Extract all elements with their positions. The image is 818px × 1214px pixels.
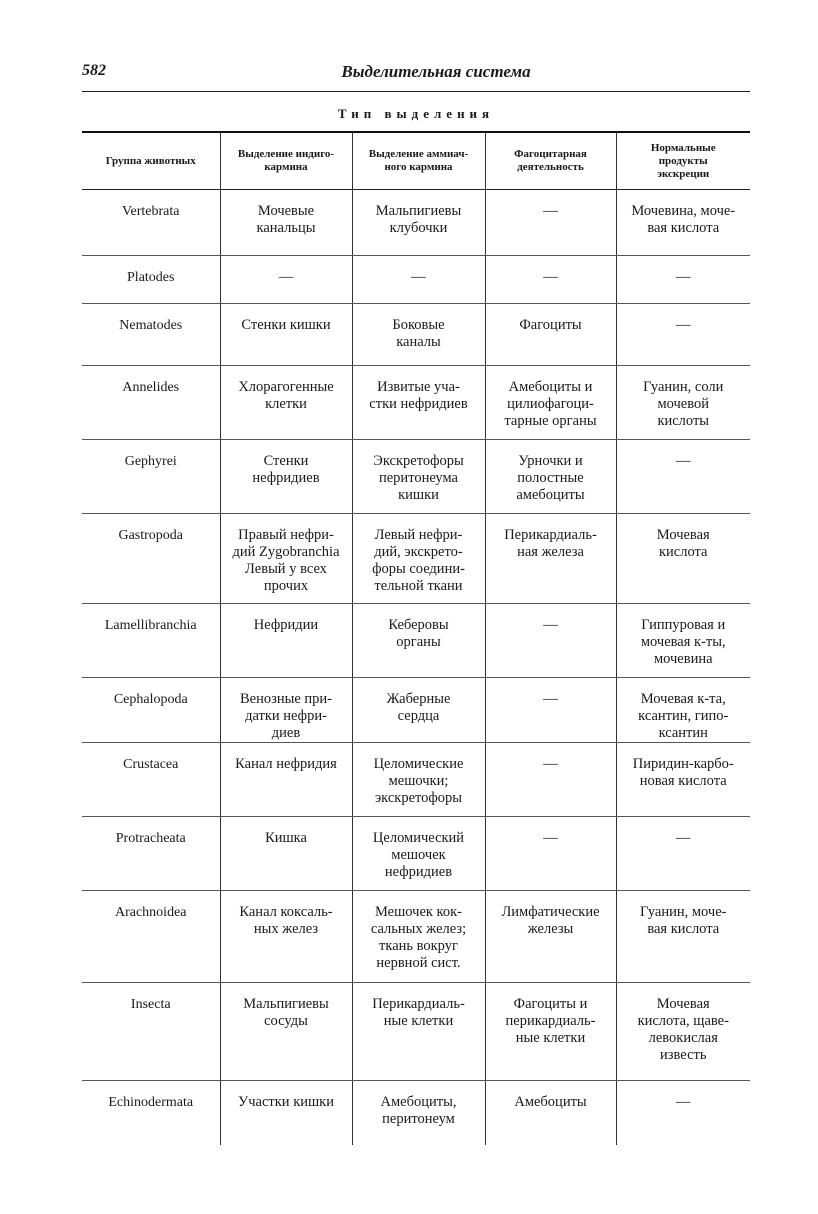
table-cell: Перикардиаль- ная железа (485, 514, 616, 604)
column-header: Выделение аммиач- ного кармина (352, 133, 485, 190)
table-cell: Кеберовы органы (352, 604, 485, 678)
table-cell: Целомический мешочек нефридиев (352, 817, 485, 891)
group-cell: Lamellibranchia (82, 604, 220, 678)
table-row (82, 817, 750, 891)
table-cell: Целомические мешочки; экскретофоры (352, 743, 485, 817)
table-cell: — (616, 304, 750, 366)
running-title: Выделительная система (341, 62, 531, 81)
header-row (82, 133, 750, 190)
table-cell: Мочевая кислота (616, 514, 750, 604)
table-cell: Перикардиаль- ные клетки (352, 983, 485, 1081)
table-cell: — (485, 604, 616, 678)
table-cell: — (485, 817, 616, 891)
table-row (82, 366, 750, 440)
table-cell: — (616, 1081, 750, 1145)
group-cell: Gephyrei (82, 440, 220, 514)
page-number: 582 (82, 62, 106, 79)
table-cell: Урночки и полостные амебоциты (485, 440, 616, 514)
group-cell: Platodes (82, 256, 220, 304)
table-cell: Гуанин, моче- вая кислота (616, 891, 750, 983)
table-cell: Стенки нефридиев (220, 440, 352, 514)
table-cell: Мочевые канальцы (220, 190, 352, 256)
table-cell: Гиппуровая и мочевая к-ты, мочевина (616, 604, 750, 678)
table-cell: Фагоциты (485, 304, 616, 366)
group-cell: Echinodermata (108, 1095, 194, 1110)
table-cell: Амебоциты (485, 1081, 616, 1145)
table-cell: Боковые каналы (352, 304, 485, 366)
group-cell: Annelides (82, 366, 220, 440)
column-header: Фагоцитарная деятельность (485, 133, 616, 190)
column-header: Нормальные продукты экскреции (616, 133, 750, 190)
group-cell: Arachnoidea (82, 891, 220, 983)
table-cell: Стенки кишки (220, 304, 352, 366)
table-cell: Гуанин, соли мочевой кислоты (616, 366, 750, 440)
table-cell: Левый нефри- дий, экскрето- форы соедини- тельной ткани (352, 514, 485, 604)
table-cell: — (485, 190, 616, 256)
table-cell: — (352, 256, 485, 304)
group-cell: Crustacea (82, 743, 220, 817)
table-row (82, 304, 750, 366)
table-cell: Канал коксаль- ных желез (220, 891, 352, 983)
header-rule (82, 91, 750, 92)
table-row (82, 983, 750, 1081)
table-cell: Мочевая кислота, щаве- левокислая известь (616, 983, 750, 1081)
table-cell: — (485, 678, 616, 743)
table-cell: Извитые уча- стки нефридиев (352, 366, 485, 440)
table-cell: Нефридии (220, 604, 352, 678)
group-cell: Insecta (82, 983, 220, 1081)
table-row (82, 743, 750, 817)
table-cell: Экскретофоры перитонеума кишки (352, 440, 485, 514)
table-row (82, 1081, 750, 1145)
table-cell: Мочевина, моче- вая кислота (616, 190, 750, 256)
excretion-table (82, 133, 750, 1145)
table-cell: Кишка (220, 817, 352, 891)
table-row (82, 190, 750, 256)
table-row (82, 440, 750, 514)
table-cell: — (616, 817, 750, 891)
group-cell: Cephalopoda (82, 678, 220, 743)
table-cell: — (616, 440, 750, 514)
group-cell: Nematodes (82, 304, 220, 366)
table-cell: Мальпигиевы сосуды (220, 983, 352, 1081)
table-cell: Амебоциты и цилиофагоци- тарные органы (485, 366, 616, 440)
table-cell: — (485, 743, 616, 817)
table-cell: Мальпигиевы клубочки (352, 190, 485, 256)
table-cell: Венозные при- датки нефри- диев (220, 678, 352, 743)
table-cell: — (485, 256, 616, 304)
group-cell: Gastropoda (82, 514, 220, 604)
group-cell: Vertebrata (82, 190, 220, 256)
table-cell: Фагоциты и перикардиаль- ные клетки (485, 983, 616, 1081)
table-row (82, 604, 750, 678)
column-header: Группа животных (82, 133, 220, 190)
table-cell: — (616, 256, 750, 304)
table-cell: Правый нефри- дий Zygobranchia Левый у всех прочих (220, 514, 352, 604)
table-cell: Жаберные сердца (352, 678, 485, 743)
table-row (82, 514, 750, 604)
table-cell: Хлорагогенные клетки (220, 366, 352, 440)
table-cell: Мешочек кок- сальных желез; ткань вокруг нервной сист. (352, 891, 485, 983)
table-cell: Пиридин-карбо- новая кислота (616, 743, 750, 817)
page-header (82, 62, 750, 88)
table-caption: Тип выделения (337, 106, 495, 121)
table-row (82, 678, 750, 743)
table-cell: — (220, 256, 352, 304)
table-cell: Лимфатические железы (485, 891, 616, 983)
table-row (82, 891, 750, 983)
table-cell: Канал нефридия (220, 743, 352, 817)
table-cell: Мочевая к-та, ксантин, гипо- ксантин (616, 678, 750, 743)
column-header: Выделение индиго- кармина (220, 133, 352, 190)
table-cell: Участки кишки (220, 1081, 352, 1145)
table-cell: Амебоциты, перитонеум (352, 1081, 485, 1145)
table-row (82, 256, 750, 304)
group-cell: Protracheata (82, 817, 220, 891)
